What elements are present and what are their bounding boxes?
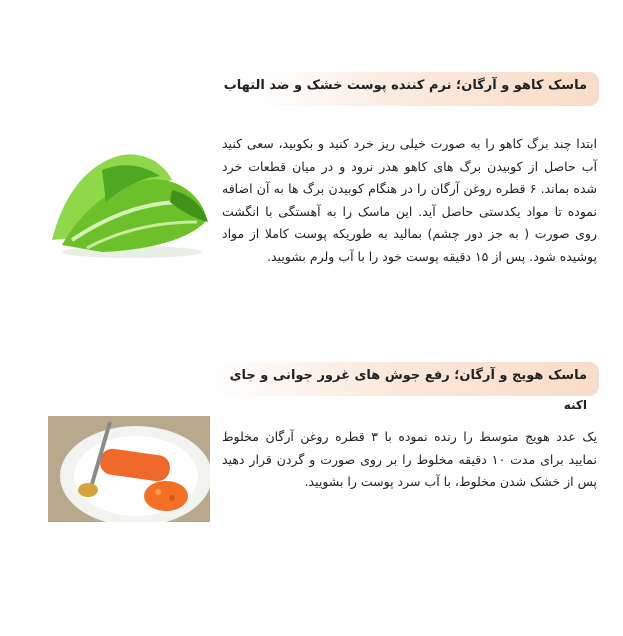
lettuce-image: [42, 140, 214, 260]
section1-header: [223, 72, 599, 106]
section2-title-continuation: اکنه: [563, 398, 587, 412]
section2-body: یک عدد هویج متوسط را رنده نموده با ۳ قطره روغن آرگان مخلوط نمایید برای مدت ۱۰ دقیقه مخلوط را بر روی صورت و گردن قرار دهید پس از خشک شدن مخلوط، با آب سرد پوست را بشویید.: [222, 429, 597, 489]
section1-body: ابتدا چند برگ کاهو را به صورت خیلی ریز خرد کنید و بکوبید، سعی کنید آب حاصل از کوبیدن برگ های کاهو هدر نرود و در میان قطعات خرد شده بماند. ۶ قطره روغن آرگان را در هنگام کوبیدن برگ ها به آن اضافه نموده تا مواد یکدستی حاصل آید. این ماسک را به آهستگی با انگشت روی صورت ( به جز دور چشم) بمالید به طوریکه پوست کاملا از مواد پوشیده شود. پس از ۱۵ دقیقه پوست خود را با آب ولرم بشویید.: [222, 136, 597, 264]
section2-title: ماسک هویج و آرگان؛ رفع جوش های غرور جوانی و جای: [229, 368, 587, 383]
section1-title: ماسک کاهو و آرگان؛ نرم کننده پوست خشک و ضد التهاب: [223, 78, 587, 93]
carrot-image: [48, 416, 210, 522]
section2-header: [209, 362, 599, 396]
